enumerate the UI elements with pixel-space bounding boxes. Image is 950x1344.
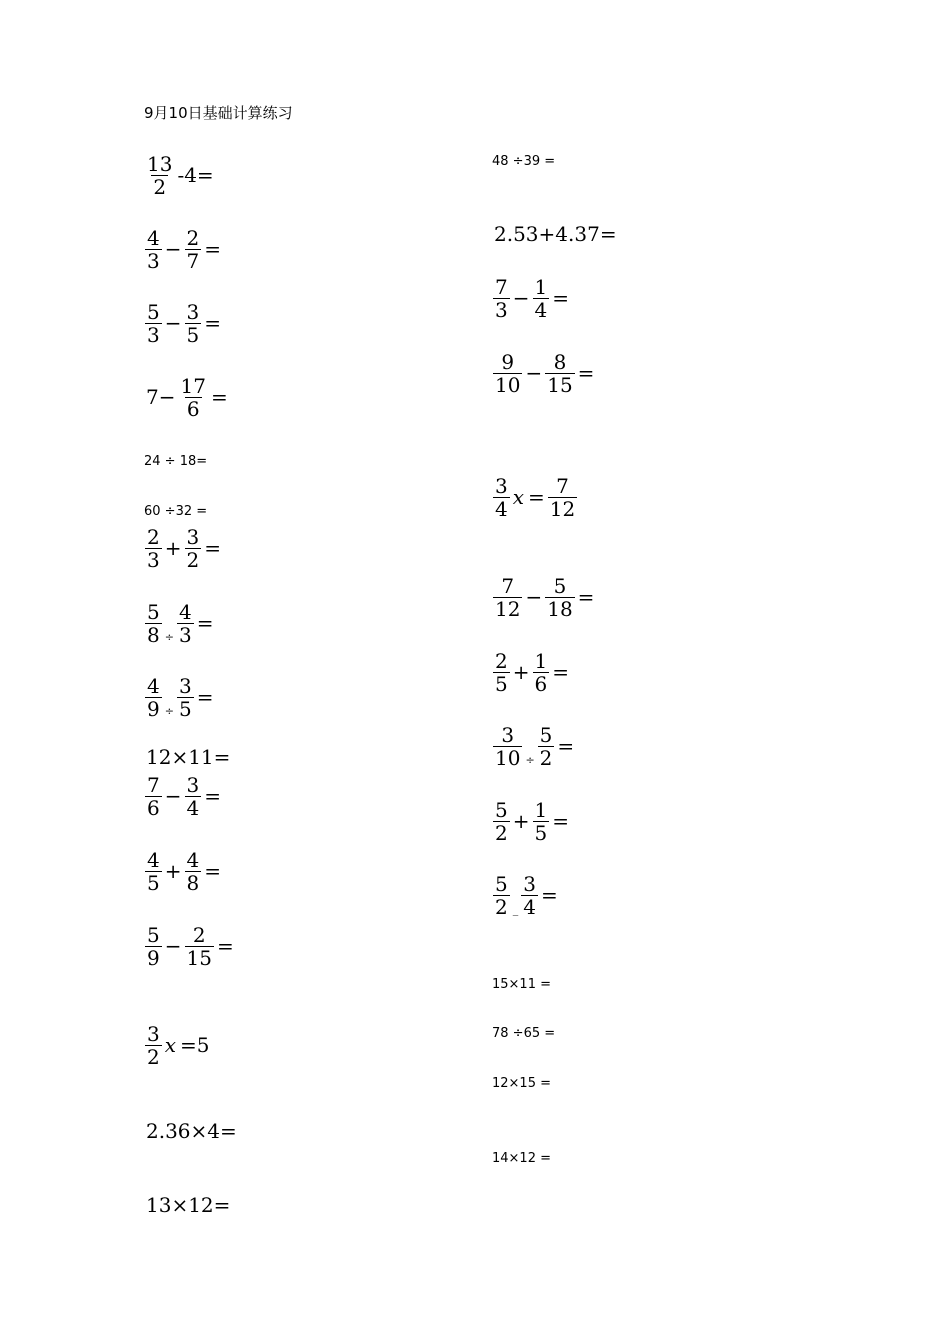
fraction [493,276,510,321]
problem-text: 14×12 = [492,1150,552,1166]
expression-text: 12×11= [146,745,231,769]
variable: x [512,485,525,509]
numerator: 7 [556,473,569,498]
fraction [185,849,202,894]
problem-left-10 [144,745,232,769]
numerator: 3 [501,722,515,747]
expression-text: = [552,660,569,684]
problem-right-13 [492,1076,551,1091]
expression-text: = [540,883,558,907]
denominator: 4 [186,795,200,820]
denominator: 5 [147,870,160,895]
expression-text: + [512,660,530,684]
denominator: 10 [495,745,521,770]
numerator: 17 [180,373,206,398]
expression-text: = [552,286,569,310]
fraction [533,650,550,695]
problem-text: 12×15 = [492,1075,552,1091]
numerator: 5 [147,299,160,324]
expression-text: + [164,859,182,883]
expression-text: = [204,859,221,883]
fraction [533,276,550,321]
expression-text: = [196,685,214,709]
expression-text: + [164,536,182,560]
numerator: 7 [501,573,515,598]
numerator: 5 [147,599,160,624]
numerator: 1 [534,274,548,299]
denominator: 2 [495,820,508,845]
denominator: 6 [186,396,200,421]
numerator: 2 [495,648,508,673]
problem-text: 24 ÷ 18= [144,453,208,469]
denominator: 4 [534,297,548,322]
numerator: 7 [147,772,160,797]
expression-text: = [204,536,221,560]
numerator: 8 [553,349,567,374]
problem-right-10 [492,873,560,918]
fraction [145,1023,162,1068]
fraction [145,675,162,720]
problem-left-12 [144,849,223,894]
worksheet-title: 9月10日基础计算练习 [144,104,293,122]
numerator: 5 [553,573,567,598]
denominator: 5 [495,671,508,696]
expression-text: = [557,734,575,758]
expression-text: − [164,784,182,808]
numerator: 2 [186,225,200,250]
numerator: 3 [186,772,200,797]
problem-left-8 [144,601,215,646]
problem-right-7 [492,650,571,695]
operator-symbol: ÷ [525,753,535,767]
denominator: 5 [186,322,200,347]
problem-left-5 [144,454,207,469]
expression-text: 7− [146,385,176,409]
fraction [145,924,162,969]
numerator: 3 [178,673,192,698]
numerator: 3 [186,299,200,324]
expression-text: − [512,286,530,310]
fraction [145,153,174,198]
expression-text: = [577,585,595,609]
denominator: 2 [147,1044,160,1069]
denominator: 9 [147,696,160,721]
numerator: 3 [186,524,200,549]
numerator: 1 [534,797,548,822]
numerator: 3 [523,871,536,896]
denominator: 4 [523,894,536,919]
expression-text: -4= [177,163,214,187]
expression-text: = [216,934,234,958]
numerator: 2 [147,524,160,549]
fraction [145,601,162,646]
problem-right-14 [492,1151,551,1166]
denominator: 3 [178,622,192,647]
problem-right-8 [492,724,576,769]
expression-text: 2.53+4.37= [494,222,617,246]
problem-left-1 [144,153,216,198]
fraction [185,227,202,272]
numerator: 3 [147,1021,160,1046]
expression-text: = [577,361,595,385]
variable: x [164,1033,177,1057]
numerator: 5 [495,797,508,822]
fraction [185,301,202,346]
problem-right-3 [492,276,571,321]
expression-text: = [204,237,221,261]
fraction [493,873,510,918]
numerator: 4 [186,847,200,872]
expression-text: = [552,809,569,833]
fraction [493,724,522,769]
fraction [548,475,577,520]
problem-text: 78 ÷65 = [492,1025,556,1041]
expression-text: = [204,784,221,808]
fraction [145,849,162,894]
problem-text: 15×11 = [492,976,552,992]
expression-text: 13×12= [146,1193,231,1217]
denominator: 10 [495,372,521,397]
numerator: 9 [501,349,515,374]
numerator: 4 [147,225,160,250]
fraction [493,475,510,520]
operator-symbol: _ [512,902,519,916]
problem-right-6 [492,575,596,620]
fraction [538,724,555,769]
expression-text: − [164,311,182,335]
denominator: 3 [147,322,160,347]
fraction [177,675,194,720]
fraction [145,526,162,571]
problem-right-12 [492,1026,555,1041]
numerator: 4 [178,599,192,624]
expression-text: + [512,809,530,833]
fraction [493,575,522,620]
denominator: 18 [547,596,573,621]
denominator: 7 [186,248,200,273]
expression-text: 2.36×4= [146,1119,237,1143]
numerator: 5 [147,922,160,947]
denominator: 8 [186,870,200,895]
denominator: 12 [495,596,521,621]
fraction [185,774,202,819]
fraction [145,774,162,819]
numerator: 5 [495,871,508,896]
problem-left-2 [144,227,223,272]
fraction [533,799,550,844]
expression-text: − [525,361,543,385]
fraction [185,526,202,571]
expression-text: = [196,611,214,635]
denominator: 2 [539,745,553,770]
denominator: 2 [153,174,167,199]
problem-left-13 [144,924,236,969]
expression-text: = [204,311,221,335]
problem-left-14 [144,1023,212,1068]
problem-right-1 [492,154,555,169]
problem-left-9 [144,675,215,720]
denominator: 4 [495,496,508,521]
fraction [185,924,214,969]
denominator: 2 [186,547,200,572]
expression-text: − [164,934,182,958]
denominator: 3 [147,248,160,273]
denominator: 3 [147,547,160,572]
denominator: 5 [178,696,192,721]
expression-text: − [525,585,543,609]
problem-left-3 [144,301,223,346]
problem-text: 48 ÷39 = [492,153,556,169]
numerator: 2 [192,922,206,947]
problem-left-15 [144,1119,239,1143]
numerator: 13 [147,151,173,176]
denominator: 9 [147,945,160,970]
denominator: 5 [534,820,548,845]
fraction [521,873,538,918]
denominator: 15 [186,945,212,970]
numerator: 3 [495,473,508,498]
operator-symbol: ÷ [164,630,174,644]
problem-right-5 [492,475,578,520]
fraction [178,375,207,420]
denominator: 6 [534,671,548,696]
numerator: 4 [147,673,160,698]
numerator: 1 [534,648,548,673]
denominator: 8 [147,622,160,647]
numerator: 7 [495,274,508,299]
denominator: 12 [549,496,576,521]
problem-left-7 [144,526,223,571]
problem-text: 60 ÷32 = [144,503,208,519]
fraction [545,575,574,620]
denominator: 6 [147,795,160,820]
fraction [145,301,162,346]
expression-text: − [164,237,182,261]
denominator: 15 [547,372,573,397]
numerator: 4 [147,847,160,872]
numerator: 5 [539,722,553,747]
problem-left-6 [144,504,207,519]
problem-left-4 [144,375,230,420]
fraction [493,351,522,396]
expression-text: = [528,485,545,509]
denominator: 3 [495,297,508,322]
fraction [493,799,510,844]
denominator: 2 [495,894,508,919]
operator-symbol: ÷ [164,704,174,718]
fraction [493,650,510,695]
fraction [145,227,162,272]
problem-right-2 [492,222,619,246]
problem-left-11 [144,774,223,819]
expression-text: =5 [180,1033,210,1057]
fraction [545,351,574,396]
problem-right-9 [492,799,571,844]
fraction [177,601,194,646]
problem-right-4 [492,351,596,396]
problem-right-11 [492,977,551,992]
expression-text: = [210,385,228,409]
problem-left-16 [144,1193,232,1217]
